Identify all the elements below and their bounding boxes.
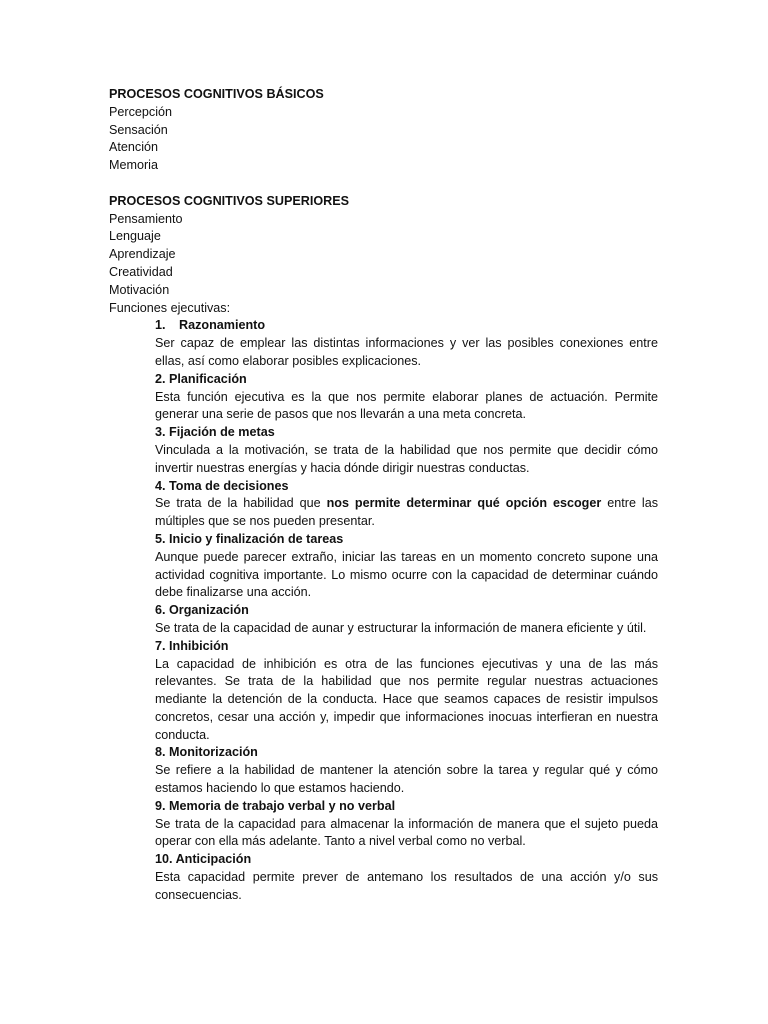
superior-item-learning: Aprendizaje [109, 247, 176, 262]
function-title [155, 851, 658, 869]
function-title-text: Planificación [169, 371, 247, 386]
function-title-text: Organización [169, 603, 249, 618]
function-title-text: Toma de decisiones [169, 478, 289, 493]
function-number: 10. [155, 852, 173, 867]
function-title [155, 371, 658, 389]
function-description: Vinculada a la motivación, se trata de la habilidad que nos permite que decidir cómo invertir nuestras energías y hacia dónde dirigir nuestras conductas. [155, 442, 658, 475]
basic-processes-heading: PROCESOS COGNITIVOS BÁSICOS [109, 87, 324, 101]
function-description: La capacidad de inhibición es otra de las funciones ejecutivas y una de las más relevantes. Se trata de la habilidad que nos permite regular nuestras actuaciones mediante la detención de la conducta. Hace que seamos capaces de resistir impulsos concretos, cesar una acción y, impedir que informaciones inocuas interfieran en nuestra conducta. [155, 656, 658, 742]
function-title [155, 317, 658, 335]
function-description [155, 495, 658, 531]
function-title-text: Inhibición [169, 638, 229, 653]
basic-item-sensation: Sensación [109, 122, 168, 137]
function-title-text: Anticipación [175, 852, 252, 867]
function-title [155, 602, 658, 620]
basic-item-attention: Atención [109, 140, 159, 155]
executive-functions-list [155, 317, 658, 904]
section-spacer [109, 175, 659, 193]
function-description: Se trata de la capacidad de aunar y estructurar la información de manera eficiente y útil. [155, 620, 647, 635]
function-title [155, 531, 658, 549]
function-description: Esta capacidad permite prever de antemano los resultados de una acción y/o sus consecuencias. [155, 870, 658, 902]
superior-item-motivation: Motivación [109, 282, 170, 297]
superior-item-creativity: Creatividad [109, 264, 173, 279]
superior-processes-heading: PROCESOS COGNITIVOS SUPERIORES [109, 193, 350, 208]
function-title-text: Fijación de metas [169, 425, 275, 440]
function-number: 3. [155, 425, 166, 440]
function-title-text: Inicio y finalización de tareas [169, 531, 344, 546]
function-description: Aunque puede parecer extraño, iniciar las tareas en un momento concreto supone una actividad cognitiva importante. Lo mismo ocurre con la capacidad de determinar cuándo debe finalizarse una acción. [155, 549, 658, 600]
function-title-text: Memoria de trabajo verbal y no verbal [169, 798, 396, 813]
desc-part: entre las múltiples que se nos pueden presentar. [155, 496, 659, 529]
function-title [155, 424, 658, 442]
function-description: Ser capaz de emplear las distintas informaciones y ver las posibles conexiones entre ellas, así como elaborar posibles explicaciones. [155, 336, 658, 368]
function-description: Se refiere a la habilidad de mantener la atención sobre la tarea y regular qué y cómo estamos haciendo lo que estamos haciendo. [155, 763, 658, 796]
executive-functions-label: Funciones ejecutivas: [109, 300, 231, 315]
function-number: 8. [155, 745, 166, 760]
desc-part: Se trata de la habilidad que [155, 496, 327, 511]
function-title [155, 478, 658, 496]
superior-item-thinking: Pensamiento [109, 211, 183, 226]
basic-item-memory: Memoria [109, 158, 158, 173]
function-number: 6. [155, 603, 166, 618]
function-number: 1. [155, 318, 166, 333]
function-number: 2. [155, 371, 166, 386]
function-number: 4. [155, 478, 166, 493]
function-title-text: Monitorización [169, 745, 258, 760]
function-title-text: Razonamiento [179, 318, 266, 333]
function-title [155, 744, 658, 762]
superior-item-language: Lenguaje [109, 229, 161, 244]
function-number: 9. [155, 798, 166, 813]
function-title [155, 638, 658, 656]
desc-emphasis: nos permite determinar qué opción escoger [326, 496, 602, 511]
document-page [109, 86, 659, 905]
basic-item-perception: Percepción [109, 104, 173, 119]
function-description: Esta función ejecutiva es la que nos permite elaborar planes de actuación. Permite generar una serie de pasos que nos llevarán a una meta concreta. [155, 389, 658, 422]
function-title [155, 798, 658, 816]
function-description: Se trata de la capacidad para almacenar la información de manera que el sujeto pueda operar con ella más adelante. Tanto a nivel verbal como no verbal. [155, 816, 658, 849]
function-number: 5. [155, 531, 166, 546]
function-number: 7. [155, 638, 166, 653]
